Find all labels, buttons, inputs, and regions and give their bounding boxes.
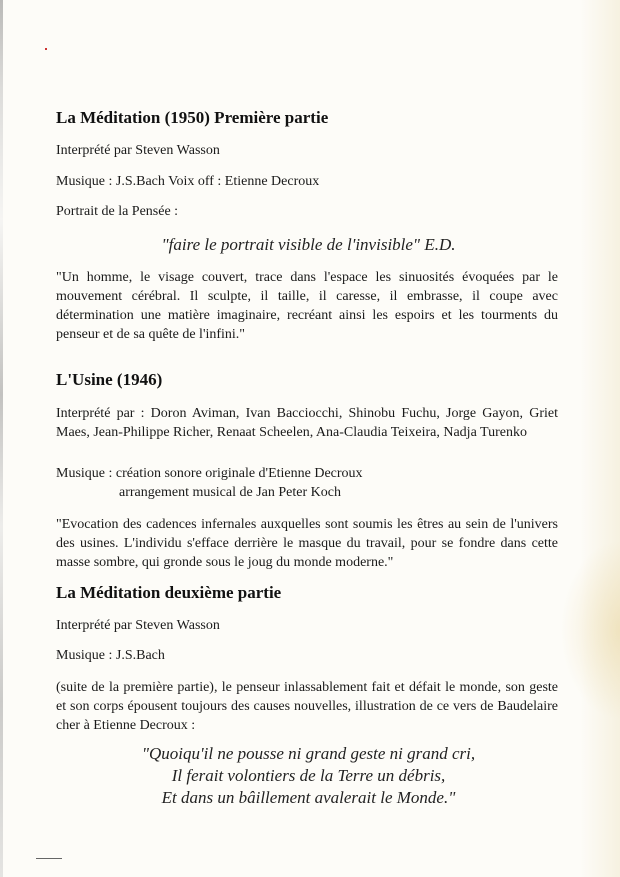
page-edge-shading xyxy=(580,0,620,877)
performer-line: Interprété par Steven Wasson xyxy=(56,618,220,633)
poem-line: "Quoiqu'il ne pousse ni grand geste ni grand cri, xyxy=(141,744,476,763)
section2-description: "Evocation des cadences infernales auxquelles sont soumis les êtres au sein de l'univers des usines. L'individu s'efface derrière le masque du travail, pour se fondre dans cette masse sombre, qui gronde sous le joug du monde moderne." xyxy=(56,517,558,570)
poem-line: Il ferait volontiers de la Terre un débris, xyxy=(171,766,446,785)
portrait-label: Portrait de la Pensée : xyxy=(56,204,179,219)
performers-list: Interprété par : Doron Aviman, Ivan Bacciocchi, Shinobu Fuchu, Jorge Gayon, Griet Maes, Jean-Philippe Richer, Renaat Scheelen, Ana-Claudia Teixeira, Nadja Turenko xyxy=(56,406,558,440)
music-line: Musique : création sonore originale d'Etienne Decroux xyxy=(56,466,363,481)
epigraph-quote: "faire le portrait visible de l'invisible" E.D. xyxy=(161,235,456,254)
section-title-meditation-part2: La Méditation deuxième partie xyxy=(56,583,282,602)
performer-line: Interprété par Steven Wasson xyxy=(56,143,220,158)
scan-left-edge xyxy=(0,0,3,877)
music-line: Musique : J.S.Bach Voix off : Etienne Decroux xyxy=(56,174,320,189)
music-arrangement-line: arrangement musical de Jan Peter Koch xyxy=(119,485,341,500)
baudelaire-poem xyxy=(56,743,561,809)
section3-description: (suite de la première partie), le penseur inlassablement fait et défait le monde, son geste et son corps épousent toujours des causes nouvelles, illustration de ce vers de Baudelaire cher à Etienne Decroux : xyxy=(56,680,558,733)
section-title-usine: L'Usine (1946) xyxy=(56,370,163,389)
paper-stain xyxy=(560,540,620,720)
section1-description: "Un homme, le visage couvert, trace dans l'espace les sinuosités évoquées par le mouvement cérébral. Il sculpte, il taille, il caresse, il embrasse, il coupe avec détermination une matière imaginaire, recréant ainsi les espoirs et les tourments du penseur et de sa quête de l'infini." xyxy=(56,270,558,342)
ink-speck xyxy=(45,48,47,50)
music-line: Musique : J.S.Bach xyxy=(56,648,165,663)
poem-line: Et dans un bâillement avalerait le Monde." xyxy=(161,788,456,807)
scan-mark xyxy=(36,858,62,859)
section-title-meditation-part1: La Méditation (1950) Première partie xyxy=(56,108,329,127)
